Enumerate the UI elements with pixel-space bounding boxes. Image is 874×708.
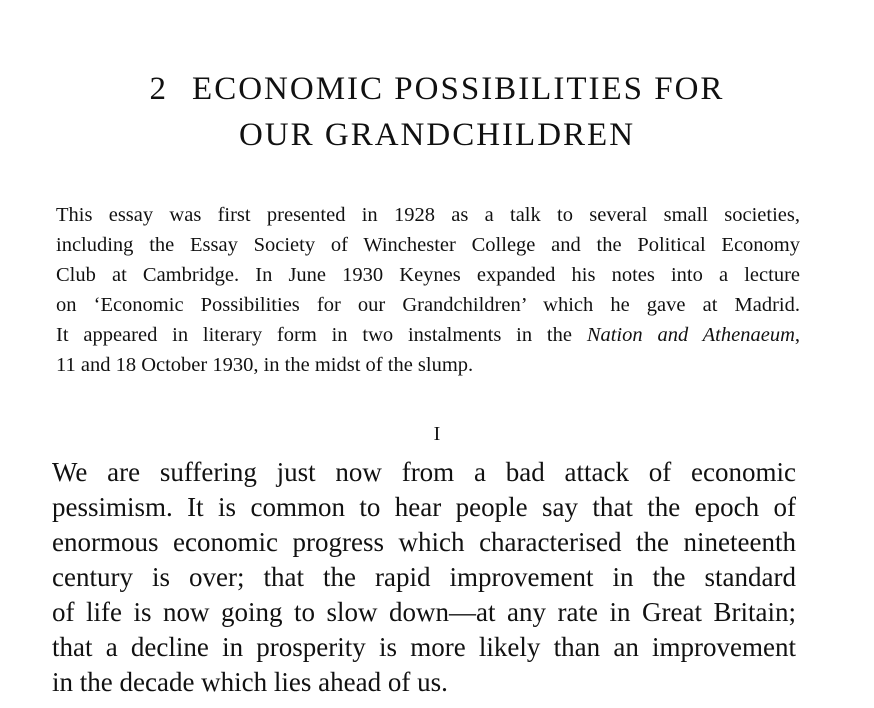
chapter-number: 2 — [149, 71, 169, 107]
body-line-1: We are suffering just now from a bad attack of economic — [52, 457, 796, 487]
chapter-title-line-2: OUR GRANDCHILDREN — [238, 117, 636, 153]
body-paragraph — [52, 455, 796, 700]
intro-line-1: This essay was first presented in 1928 as a talk to several small societies, — [56, 204, 800, 226]
intro-line-6: 11 and 18 October 1930, in the midst of the slump. — [56, 354, 474, 376]
intro-line-2: including the Essay Society of Winchester College and the Political Economy — [56, 234, 800, 256]
chapter-title — [0, 66, 874, 158]
chapter-title-line-1 — [0, 66, 874, 112]
intro-line-3: Club at Cambridge. In June 1930 Keynes expanded his notes into a lecture — [56, 264, 800, 286]
section-numeral: I — [433, 423, 441, 445]
body-line-5: of life is now going to slow down—at any rate in Great Britain; — [52, 597, 796, 627]
publication-name: Nation and Athenaeum — [586, 324, 795, 346]
intro-line-5-text: It appeared in literary form in two instalments in the — [56, 324, 587, 346]
body-line-3: enormous economic progress which characterised the nineteenth — [52, 527, 796, 557]
intro-line-5 — [56, 320, 800, 350]
chapter-title-text-1: ECONOMIC POSSIBILITIES FOR — [192, 71, 725, 107]
body-line-4: century is over; that the rapid improvement in the standard — [52, 562, 796, 592]
body-line-7: in the decade which lies ahead of us. — [52, 667, 448, 697]
body-line-6: that a decline in prosperity is more likely than an improvement — [52, 632, 796, 662]
editorial-introduction — [56, 200, 800, 380]
intro-line-5-punct: , — [794, 324, 801, 346]
intro-line-4: on ‘Economic Possibilities for our Grandchildren’ which he gave at Madrid. — [56, 294, 800, 316]
body-line-2: pessimism. It is common to hear people say that the epoch of — [52, 492, 796, 522]
